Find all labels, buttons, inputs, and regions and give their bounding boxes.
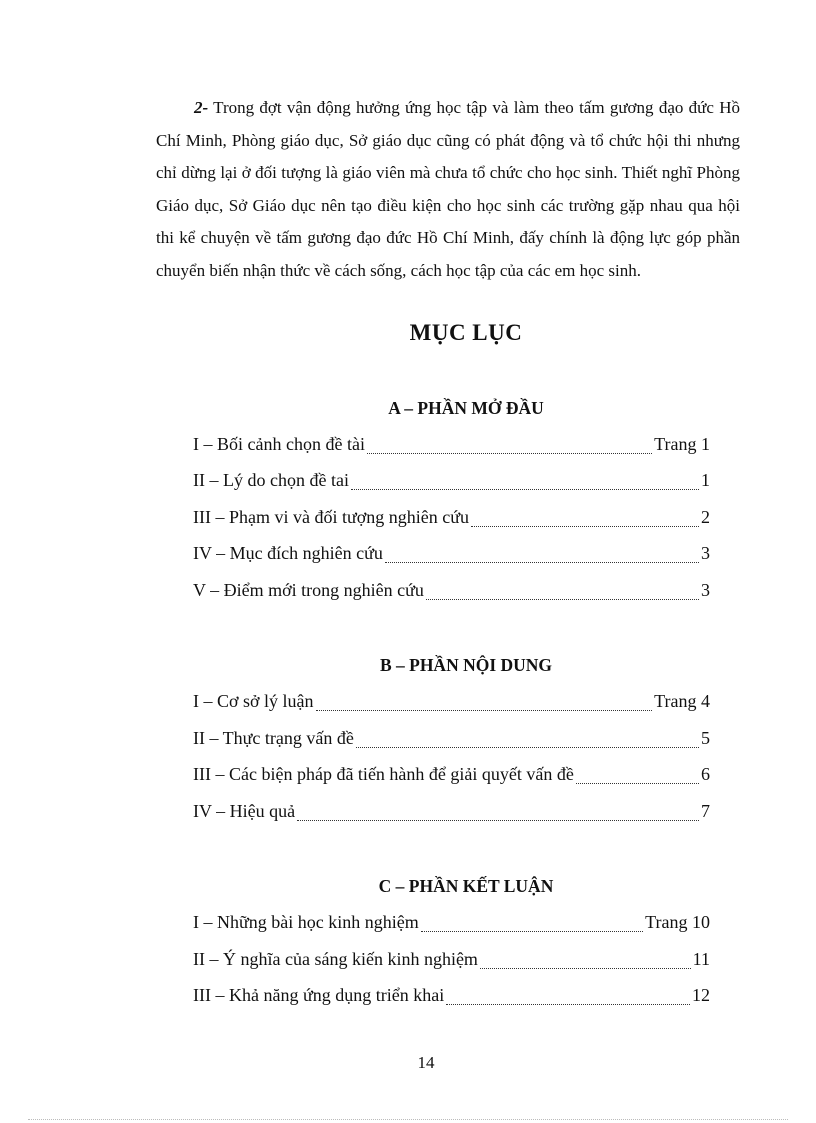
toc-entry-label: II – Thực trạng vấn đề [193, 728, 354, 748]
toc-entry[interactable] [193, 949, 710, 975]
leader-dots [356, 746, 699, 748]
page-border-line [28, 1119, 788, 1120]
toc-entry[interactable] [193, 801, 710, 827]
toc-entry[interactable] [193, 764, 710, 790]
toc-entry-page: Trang 4 [654, 691, 710, 711]
section-title-b: B – PHẦN NỘI DUNG [379, 655, 553, 675]
leader-dots [421, 930, 643, 932]
leader-dots [351, 488, 699, 490]
toc-entry-page: 3 [701, 580, 710, 600]
toc-entry-label: III – Phạm vi và đối tượng nghiên cứu [193, 507, 469, 527]
leader-dots [367, 452, 652, 454]
page-number: 14 [417, 1053, 435, 1072]
toc-entry-page: 6 [701, 764, 710, 784]
toc-entry[interactable] [193, 543, 710, 569]
toc-entry[interactable] [193, 434, 710, 460]
toc-entry-label: I – Bối cảnh chọn đề tài [193, 434, 365, 454]
toc-entry-label: I – Cơ sở lý luận [193, 691, 314, 711]
toc-entry-label: IV – Mục đích nghiên cứu [193, 543, 383, 563]
section-title-c: C – PHẦN KẾT LUẬN [378, 876, 554, 896]
toc-entry-page: 3 [701, 543, 710, 563]
toc-entry-page: 2 [701, 507, 710, 527]
leader-dots [480, 967, 691, 969]
toc-entry-page: 1 [701, 470, 710, 490]
toc-entry[interactable] [193, 728, 710, 754]
toc-entry-label: III – Khả năng ứng dụng triển khai [193, 985, 445, 1005]
toc-entry-label: V – Điểm mới trong nghiên cứu [193, 580, 424, 600]
toc-entry-page: 7 [701, 801, 710, 821]
intro-number: 2- [194, 98, 209, 117]
section-title-a: A – PHẦN MỞ ĐẦU [388, 398, 544, 418]
leader-dots [576, 782, 699, 784]
toc-entry-page: 11 [692, 949, 710, 969]
toc-entry[interactable] [193, 912, 710, 938]
leader-dots [385, 561, 699, 563]
leader-dots [426, 598, 699, 600]
toc-entry-page: Trang 1 [654, 434, 710, 454]
toc-entry[interactable] [193, 470, 710, 496]
toc-entry[interactable] [193, 691, 710, 717]
intro-text: Trong đợt vận động hưởng ứng học tập và làm theo tấm gương đạo đức Hồ Chí Minh, Phòng giáo dục, Sở giáo dục cũng có phát động và tổ chức hội thi nhưng chỉ dừng lại ở đối tượng là giáo viên mà chưa tổ chức cho học sinh. Thiết nghĩ Phòng Giáo dục, Sở Giáo dục nên tạo điều kiện cho học sinh các trường gặp nhau qua hội thi kể chuyện về tấm gương đạo đức Hồ Chí Minh, đấy chính là động lực góp phần chuyển biến nhận thức về cách sống, cách học tập của các em học sinh. [156, 98, 740, 280]
toc-title: MỤC LỤC [409, 320, 523, 345]
toc-entry-label: II – Ý nghĩa của sáng kiến kinh nghiệm [193, 949, 478, 969]
leader-dots [316, 709, 653, 711]
toc-entry[interactable] [193, 507, 710, 533]
toc-entry-label: I – Những bài học kinh nghiệm [193, 912, 419, 932]
toc-entry-label: III – Các biện pháp đã tiến hành để giải quyết vấn đề [193, 764, 574, 784]
toc-entry-label: II – Lý do chọn đề tai [193, 470, 349, 490]
toc-entry-page: Trang 10 [645, 912, 710, 932]
toc-entry-label: IV – Hiệu quả [193, 801, 296, 821]
leader-dots [297, 819, 699, 821]
leader-dots [446, 1003, 690, 1005]
leader-dots [471, 525, 699, 527]
toc-entry-page: 5 [701, 728, 710, 748]
intro-paragraph [156, 92, 740, 287]
toc-entry-page: 12 [692, 985, 710, 1005]
toc-entry[interactable] [193, 580, 710, 606]
toc-entry[interactable] [193, 985, 710, 1011]
